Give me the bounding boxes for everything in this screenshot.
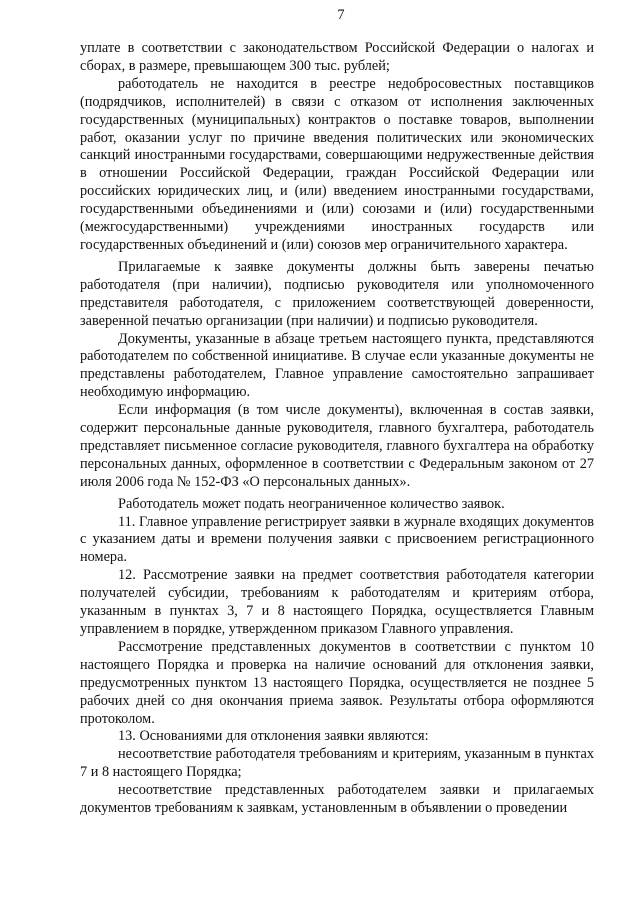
paragraph-own-initiative-documents: Документы, указанные в абзаце третьем настоящего пункта, представляются работодателем по собственной инициативе. В случае если указанные документы не представлены работодателем, Главное управление самостоятельно запрашивает необходимую информацию. bbox=[80, 330, 594, 401]
paragraph-item-13-rejection-grounds: 13. Основаниями для отклонения заявки являются: bbox=[118, 728, 429, 745]
paragraph-tax-debt-continuation: уплате в соответствии с законодательством Российской Федерации о налогах и сборах, в размере, превышающем 300 тыс. рублей; bbox=[80, 40, 594, 74]
paragraph-item-12-review: 12. Рассмотрение заявки на предмет соответствия работодателя категории получателей субсидии, требованиям к работодателям и критериям отбора, указанным в пунктах 3, 7 и 8 настоящего Порядка, осуществляется Главным управлением в порядке, утвержденном приказом Главного управления. bbox=[80, 567, 594, 637]
paragraph-personal-data-consent: Если информация (в том числе документы), включенная в состав заявки, содержит персональные данные руководителя, главного бухгалтера, работодатель представляет письменное согласие руководителя, главного бухгалтера на обработку персональных данных, оформленное в соответствии с Федеральным законом от 27 июля 2006 года № 152-ФЗ «О персональных данных». bbox=[80, 402, 594, 490]
paragraph-unfair-suppliers-registry: работодатель не находится в реестре недобросовестных поставщиков (подрядчиков, исполнителей) в связи с отказом от исполнения заключенных государственных (муниципальных) контрактов о поставке товаров, выполнении работ, оказании услуг по причине введения политических или экономических санкций иностранными государствами, совершающими недружественные действия в отношении Российской Федерации, граждан Российской Федерации или российских юридических лиц, и (или) введением иностранными государствами, государственными объединениями и (или) союзами и (или) государственными (межгосударственными) учреждениями иностранных государств или государственных объединений и (или) союзов мер ограничительного характера. bbox=[80, 75, 594, 253]
paragraph-rejection-criteria-mismatch: несоответствие работодателя требованиям и критериям, указанным в пунктах 7 и 8 настоящего Порядка; bbox=[80, 746, 594, 781]
paragraph-documents-certification: Прилагаемые к заявке документы должны быть заверены печатью работодателя (при наличии), подписью руководителя или уполномоченного представителя работодателя, с приложением соответствующей доверенности, заверенной печатью организации (при наличии) и подписью руководителя. bbox=[80, 258, 594, 329]
paragraph-unlimited-applications: Работодатель может подать неограниченное количество заявок. bbox=[118, 495, 505, 512]
paragraph-item-11-registration: 11. Главное управление регистрирует заявки в журнале входящих документов с указанием даты и времени получения заявки с присвоением регистрационного номера. bbox=[80, 513, 594, 566]
paragraph-rejection-documents-mismatch: несоответствие представленных работодателем заявки и прилагаемых документов требованиям к заявкам, установленным в объявлении о проведении bbox=[80, 782, 594, 817]
page-number: 7 bbox=[337, 7, 345, 23]
paragraph-review-deadline: Рассмотрение представленных документов в соответствии с пунктом 10 настоящего Порядка и проверка на наличие оснований для отклонения заявки, предусмотренных пунктом 13 настоящего Порядка, осуществляется не позднее 5 рабочих дней со дня окончания приема заявок. Результаты отбора оформляются протоколом. bbox=[80, 638, 594, 727]
